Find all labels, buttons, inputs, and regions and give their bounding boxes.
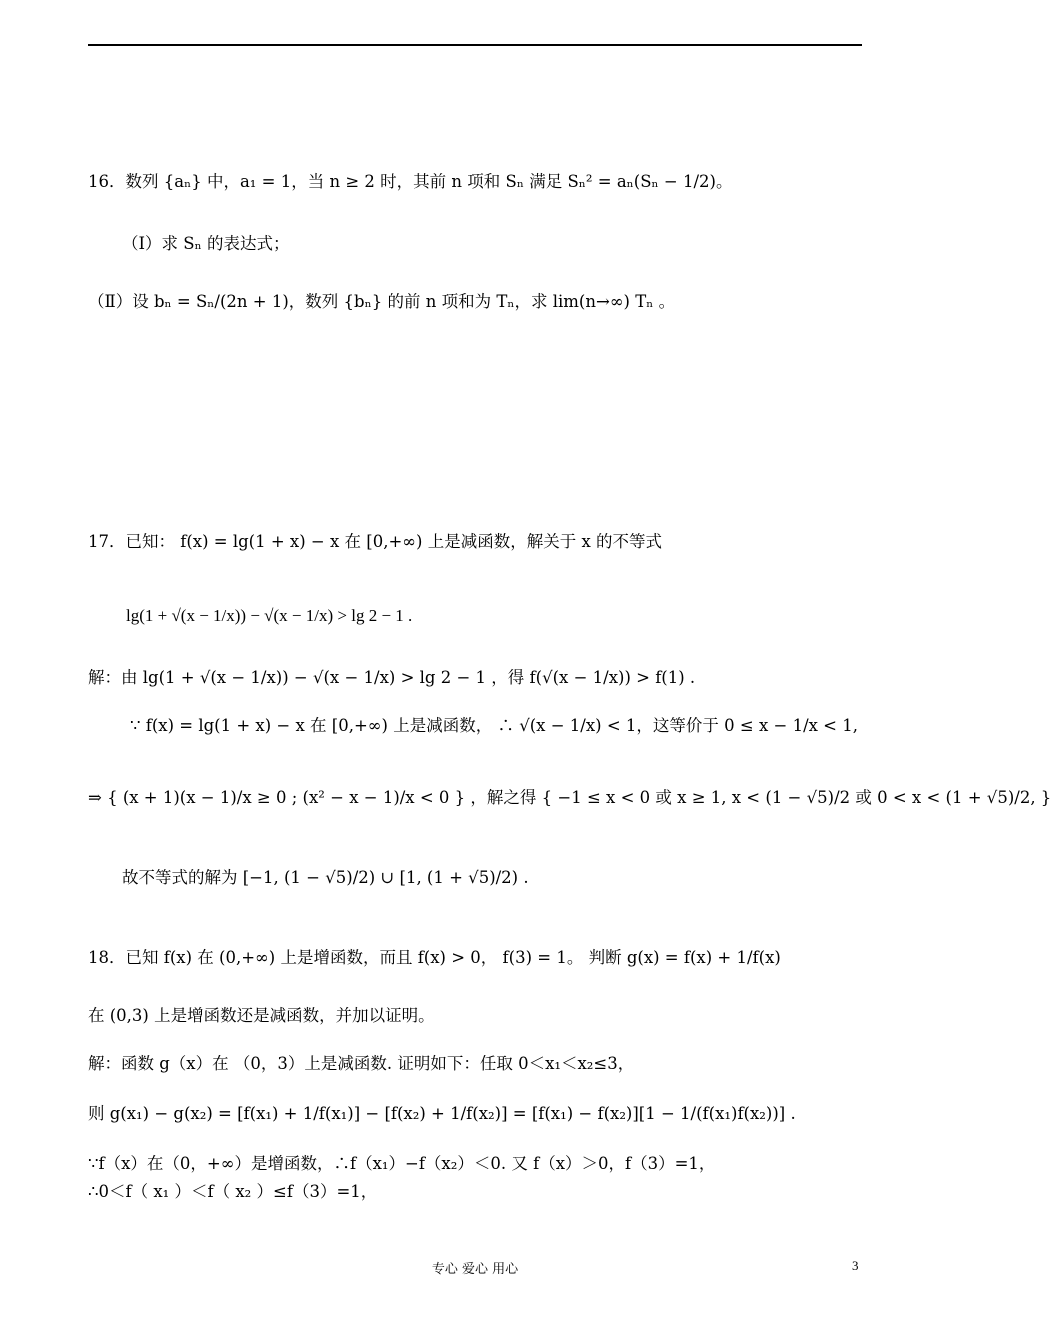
solution-17-answer-text: 故不等式的解为 [−1, (1 − √5)/2) ∪ [1, (1 + √5)/2) . bbox=[122, 868, 529, 887]
solution-18-text-4: ∴0＜f（ x₁ ）＜f（ x₂ ）≤f（3）=1， bbox=[88, 1182, 378, 1201]
problem-16 bbox=[88, 170, 732, 194]
part-1-text: （Ⅰ）求 Sₙ 的表达式； bbox=[122, 234, 290, 253]
problem-18-line-2 bbox=[88, 1004, 435, 1028]
header-rule bbox=[88, 44, 862, 46]
solution-18-line-3 bbox=[88, 1152, 715, 1176]
page-number: 3 bbox=[852, 1258, 859, 1273]
solution-17-step-2-text: ∵ f(x) = lg(1 + x) − x 在 [0,+∞) 上是减函数， ∴ √(x − 1/x) < 1，这等价于 0 ≤ x − 1/x < 1, bbox=[130, 716, 858, 735]
solution-17-answer bbox=[122, 866, 529, 890]
solution-18-text-2: 则 g(x₁) − g(x₂) = [f(x₁) + 1/f(x₁)] − [f(x₂) + 1/f(x₂)] = [f(x₁) − f(x₂)][1 − 1/(f(x₁)f(x₂))] . bbox=[88, 1104, 796, 1123]
problem-18-text-1: 18．已知 f(x) 在 (0,+∞) 上是增函数，而且 f(x) > 0， f(3) = 1。 判断 g(x) = f(x) + 1/f(x) bbox=[88, 948, 781, 967]
problem-17-text: 17．已知： f(x) = lg(1 + x) − x 在 [0,+∞) 上是减函数，解关于 x 的不等式 bbox=[88, 532, 663, 551]
inequality-text: lg(1 + √(x − 1/x)) − √(x − 1/x) > lg 2 − 1 . bbox=[126, 606, 413, 625]
problem-16-part-1 bbox=[122, 232, 289, 256]
problem-16-part-2 bbox=[88, 290, 675, 314]
problem-17 bbox=[88, 530, 662, 554]
part-2-text: （Ⅱ）设 bₙ = Sₙ/(2n + 1)，数列 {bₙ} 的前 n 项和为 Tₙ，求 lim(n→∞) Tₙ 。 bbox=[88, 292, 676, 311]
solution-17-step-3 bbox=[88, 786, 1051, 810]
problem-17-inequality bbox=[126, 604, 412, 628]
solution-17-step-2 bbox=[130, 714, 858, 738]
solution-18-line-1 bbox=[88, 1052, 634, 1076]
solution-18-text-1: 解：函数 g（x）在 （0，3）上是减函数. 证明如下：任取 0＜x₁＜x₂≤3， bbox=[88, 1054, 635, 1073]
problem-18-text-2: 在 (0,3) 上是增函数还是减函数，并加以证明。 bbox=[88, 1006, 435, 1025]
problem-16-text: 16．数列 {aₙ} 中，a₁ = 1，当 n ≥ 2 时，其前 n 项和 Sₙ 满足 Sₙ² = aₙ(Sₙ − 1/2)。 bbox=[88, 172, 733, 191]
solution-18-text-3: ∵f（x）在（0，+∞）是增函数，∴f（x₁）−f（x₂）＜0. 又 f（x）＞0，f（3）=1， bbox=[88, 1154, 716, 1173]
solution-18-line-4 bbox=[88, 1180, 377, 1204]
footer-motto: 专心 爱心 用心 bbox=[431, 1262, 519, 1277]
problem-18-line-1 bbox=[88, 946, 781, 970]
solution-17-step-1 bbox=[88, 666, 695, 690]
solution-17-step-1-text: 解：由 lg(1 + √(x − 1/x)) − √(x − 1/x) > lg 2 − 1 ，得 f(√(x − 1/x)) > f(1) . bbox=[88, 668, 696, 687]
solution-17-step-3-text: ⇒ { (x + 1)(x − 1)/x ≥ 0 ; (x² − x − 1)/x < 0 } ，解之得 { −1 ≤ x < 0 或 x ≥ 1, x < (1 − √5)/2 或 0 < x < (1 + √5)/2, } bbox=[88, 788, 1051, 807]
solution-18-line-2 bbox=[88, 1102, 796, 1126]
